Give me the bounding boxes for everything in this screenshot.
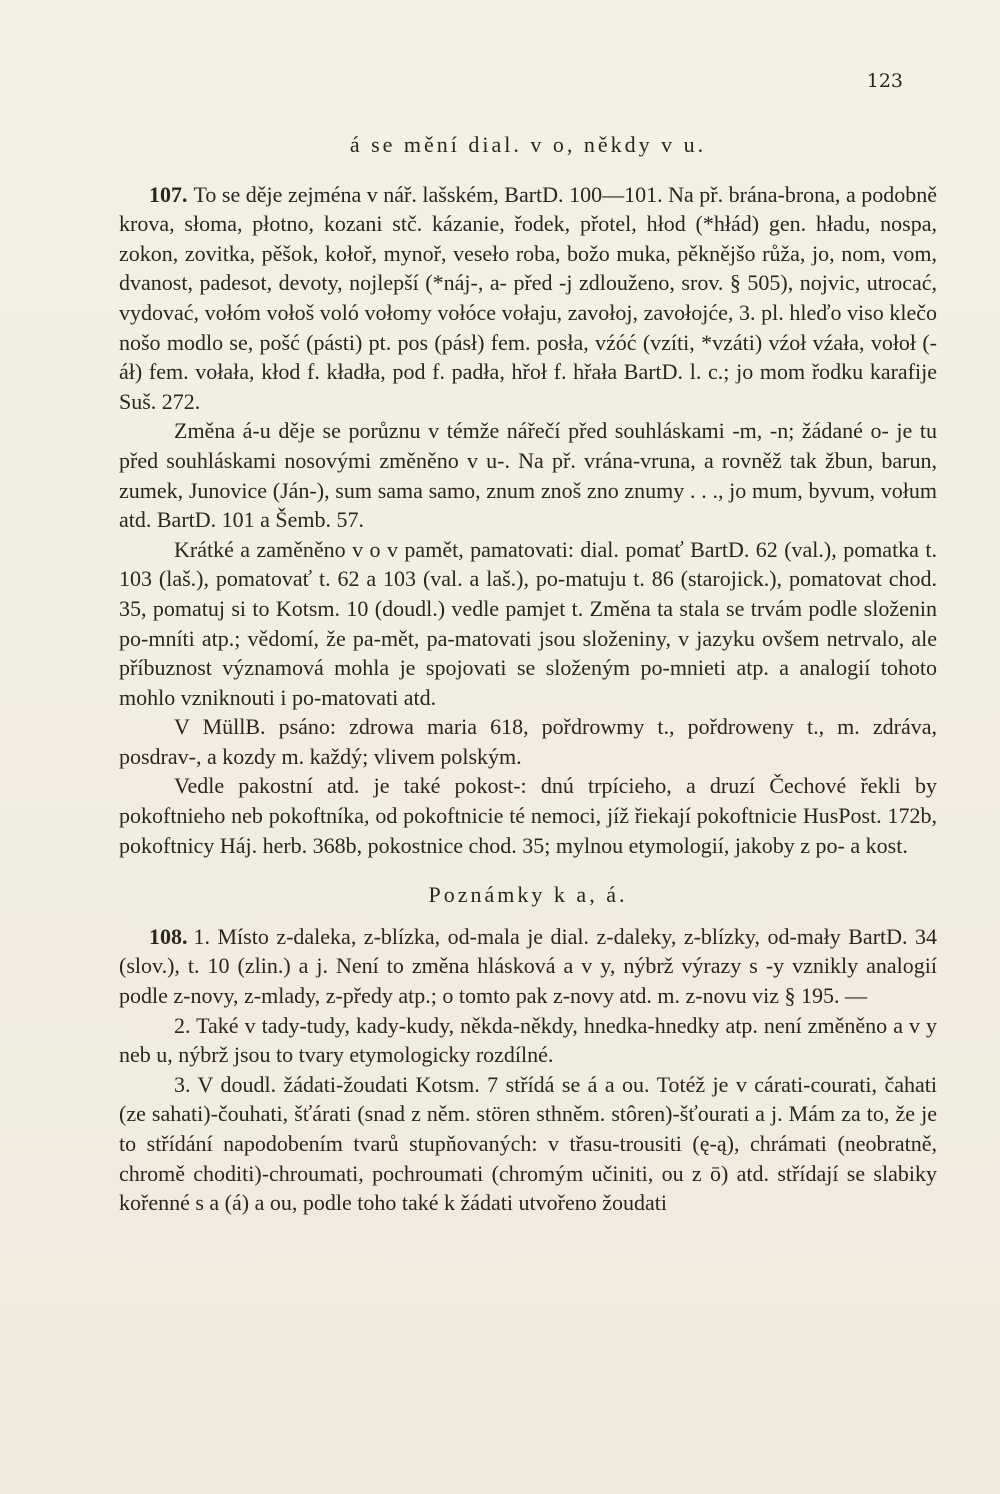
paragraph: 2. Také v tady-tudy, kady-kudy, někda-někdy, hnedka-hnedky atp. není změněno a v y neb u, nýbrž jsou to tvary etymologicky rozdílné. [119, 1012, 937, 1068]
section-number: 108. [149, 923, 188, 949]
paragraph: 108. 1. Místo z-daleka, z-blízka, od-mala je dial. z-daleky, z-blízky, od-mały BartD. 34 (slov.), t. 10 (zlin.) a j. Není to změna hlásková a v y, nýbrž výrazy s -y vznikly analogií podle z-novy, z-mlady, z-předy atp.; o tomto pak z-novy atd. m. z-novu viz § 195. — [119, 923, 937, 1009]
paragraph: Změna á-u děje se porůznu v témže nářečí před souhláskami -m, -n; žádané o- je tu před souhláskami nosovými změněno v u-. Na př. vrána-vruna, a rovněž tak žbun, barun, zumek, Junovice (Ján-), sum sama samo, znum znoš zno znumy . . ., jo mum, byvum, vołum atd. BartD. 101 a Šemb. 57. [119, 418, 937, 533]
paragraph: Vedle pakostní atd. je také pokost-: dnú trpícieho, a druzí Čechové řekli by pokoftnieho neb pokoftníka, od pokoftnicie té nemoci, jíž řiekají pokoftnicie HusPost. 172b, pokoftnicy Háj. herb. 368b, pokostnice chod. 35; mylnou etymologií, jakoby z po- a kost. [119, 773, 937, 858]
text-column [119, 130, 937, 1218]
paragraph: 3. V doudl. žádati-žoudati Kotsm. 7 střídá se á a ou. Totéž je v cárati-courati, čahati (ze sahati)-čouhati, šťárati (snad z něm. stören sthněm. stôren)-šťourati a j. Mám za to, že je to střídání napodobením tvarů stupňovaných: v třasu-trousiti (ę-ą), chrámati (neobratně, chromě choditi)-chroumati, pochroumati (chromým učiniti, ou z ō) atd. střídají se slabiky kořenné s a (á) a ou, podle toho také k žádati utvořeno žoudati [119, 1071, 937, 1216]
section-number: 107. [149, 181, 188, 207]
paragraph: V MüllB. psáno: zdrowa maria 618, pořdrowmy t., pořdroweny t., m. zdráva, posdrav-, a kozdy m. každý; vlivem polským. [119, 714, 937, 769]
paragraph: Krátké a zaměněno v o v pamět, pamatovati: dial. pomať BartD. 62 (val.), pomatka t. 103 (laš.), pomatovať t. 62 a 103 (val. a laš.), po-matuju t. 86 (starojick.), pomatovat chod. 35, pomatuj si to Kotsm. 10 (doudl.) vedle pamjet t. Změna ta stala se trvám podle složenin po-mníti atp.; vědomí, že pa-mět, pa-matovati jsou složeniny, v jazyku ovšem netrvalo, ale příbuznost významová mohla je spojovati se složeným po-mnieti atp. a analogií tohoto mohlo vzniknouti i po-matovati atd. [119, 536, 937, 710]
page-number: 123 [866, 70, 903, 92]
section-heading: á se mění dial. v o, někdy v u. [349, 132, 707, 157]
paragraph: 107. To se děje zejména v nář. lašském, BartD. 100—101. Na př. brána-brona, a podobně krova, słoma, płotno, kozani stč. kázanie, řodek, přotel, hłod (*hłád) gen. hładu, nospa, zokon, zovitka, pěšok, kołoř, mynoř, veseło roba, božo muka, pěknějšo růža, jo, nom, vom, dvanost, padesot, devoty, nojlepší (*náj-, a- před -j zdlouženo, srov. § 505), nojvic, utrocać, vydovać, vołóm vołoš voló vołomy vołóce vołaju, zavołoj, zavołojće, 3. pl. hleďo viso klečo nošo modlo se, pošć (pásti) pt. pos (pásł) fem. posła, vźóć (vzíti, *vzáti) vźoł vźała, vołoł (-áł) fem. vołała, kłod f. kładła, pod f. padła, hřoł f. hřała BartD. l. c.; jo mom řodku karafije Suš. 272. [119, 181, 937, 414]
notes-heading: Poznámky k a, á. [428, 882, 628, 908]
